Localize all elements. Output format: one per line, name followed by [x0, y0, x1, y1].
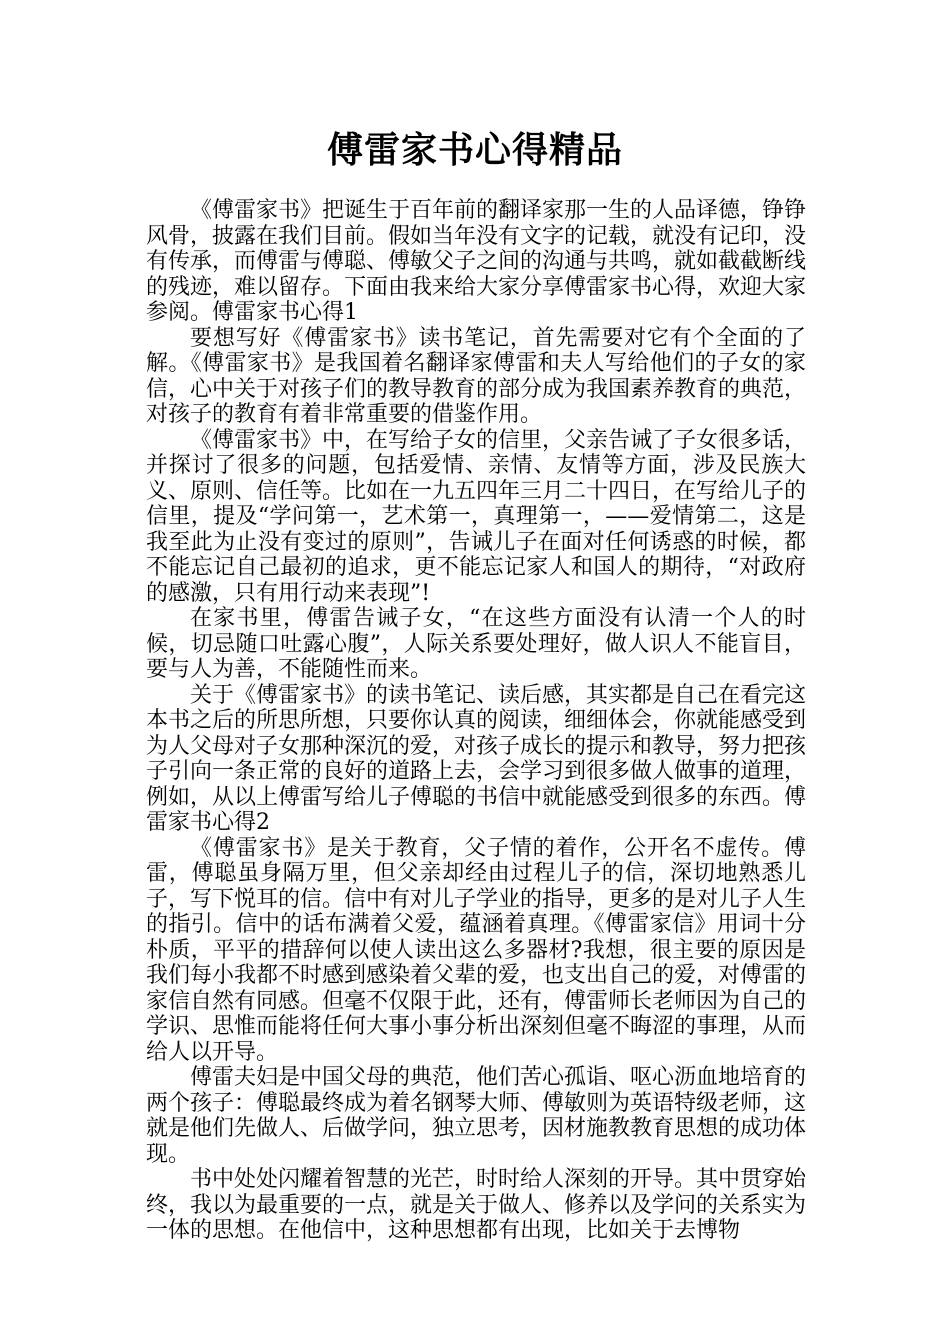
document-body [146, 198, 806, 1244]
paragraph: 在家书里，傅雷告诫子女，“在这些方面没有认清一个人的时候，切忌随口吐露心腹”，人际关系要处理好，做人识人不能盲目，要与人为善，不能随性而来。 [146, 606, 806, 682]
paragraph: 《傅雷家书》把诞生于百年前的翻译家那一生的人品译德，铮铮风骨，披露在我们目前。假如当年没有文字的记载，就没有记印，没有传承，而傅雷与傅聪、傅敏父子之间的沟通与共鸣，就如截截断线的残迹，难以留存。下面由我来给大家分享傅雷家书心得，欢迎大家参阅。傅雷家书心得1 [146, 198, 807, 325]
paragraph: 傅雷夫妇是中国父母的典范，他们苦心孤诣、呕心沥血地培育的两个孩子：傅聪最终成为着名钢琴大师、傅敏则为英语特级老师，这就是他们先做人、后做学问，独立思考，因材施教教育思想的成功体现。 [146, 1065, 807, 1167]
paragraph: 书中处处闪耀着智慧的光芒，时时给人深刻的开导。其中贯穿始终，我以为最重要的一点，就是关于做人、修养以及学问的关系实为一体的思想。在他信中，这种思想都有出现，比如关于去博物 [146, 1167, 807, 1243]
paragraph: 《傅雷家书》是关于教育，父子情的着作，公开名不虚传。傅雷，傅聪虽身隔万里，但父亲却经由过程儿子的信，深切地熟悉儿子，写下悦耳的信。信中有对儿子学业的指导，更多的是对儿子人生的指引。信中的话布满着父爱，蕴涵着真理。《傅雷家信》用词十分朴质，平平的措辞何以使人读出这么多器材?我想，很主要的原因是我们每小我都不时感到感染着父辈的爱，也支出自己的爱，对傅雷的家信自然有同感。但毫不仅限于此，还有，傅雷师长老师因为自己的学识、思惟而能将任何大事小事分析出深刻但毫不晦涩的事理，从而给人以开导。 [146, 835, 807, 1065]
document-title: 傅雷家书心得精品 [326, 130, 623, 171]
paragraph: 《傅雷家书》中，在写给子女的信里，父亲告诫了子女很多话，并探讨了很多的问题，包括爱情、亲情、友情等方面，涉及民族大义、原则、信任等。比如在一九五四年三月二十四日，在写给儿子的信里，提及“学问第一，艺术第一，真理第一，——爱情第二，这是我至此为止没有变过的原则”，告诫儿子在面对任何诱惑的时候，都不能忘记自己最初的追求，更不能忘记家人和国人的期待，“对政府的感激，只有用行动来表现”! [146, 427, 807, 606]
paragraph: 关于《傅雷家书》的读书笔记、读后感，其实都是自己在看完这本书之后的所思所想，只要你认真的阅读，细细体会，你就能感受到为人父母对子女那种深沉的爱，对孩子成长的提示和教导，努力把孩子引向一条正常的良好的道路上去，会学习到很多做人做事的道理，例如，从以上傅雷写给儿子傅聪的书信中就能感受到很多的东西。傅雷家书心得2 [146, 682, 807, 835]
paragraph: 要想写好《傅雷家书》读书笔记，首先需要对它有个全面的了解。《傅雷家书》是我国着名翻译家傅雷和夫人写给他们的子女的家信，心中关于对孩子们的教导教育的部分成为我国素养教育的典范，对孩子的教育有着非常重要的借鉴作用。 [146, 325, 807, 427]
